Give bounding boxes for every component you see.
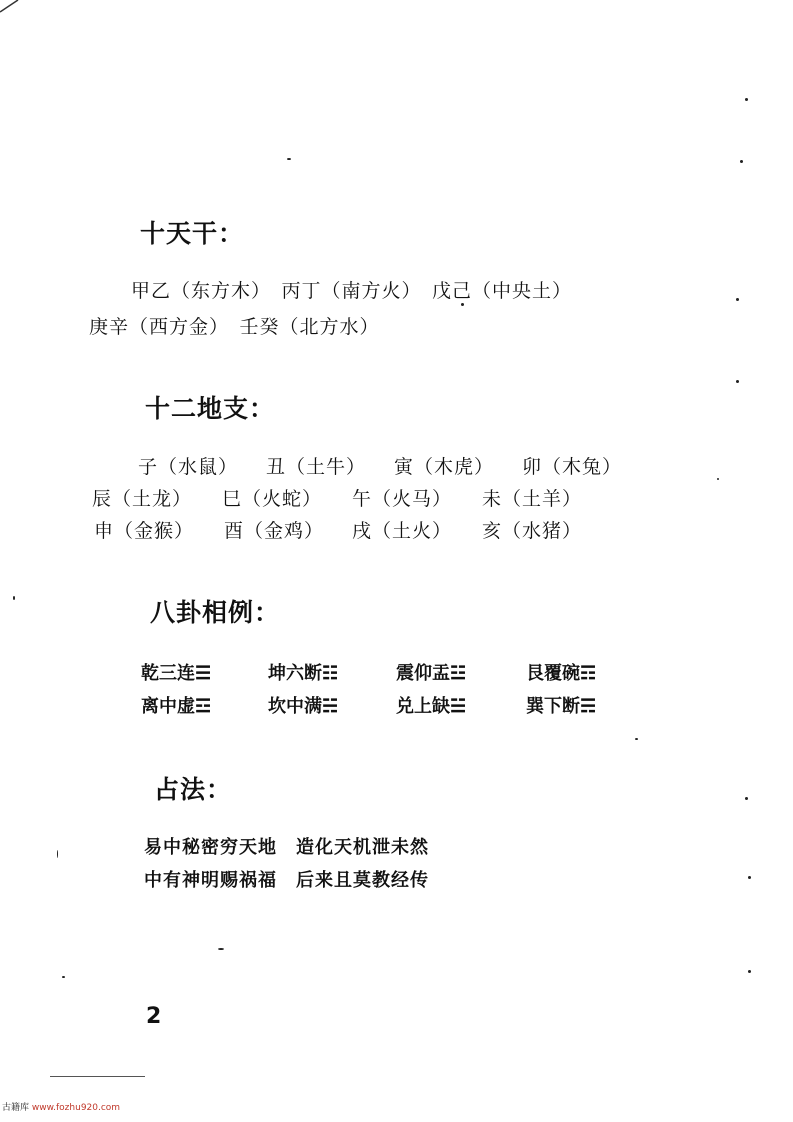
bagua-item: 坎中满☵ (268, 696, 339, 717)
dizhi-item: 戌（土火） (352, 520, 453, 542)
watermark-url: www.fozhu920.com (31, 1103, 121, 1113)
dizhi-item: 巳（火蛇） (222, 488, 323, 510)
dizhi-item: 子（水鼠） (138, 456, 239, 478)
footer-rule (50, 1076, 145, 1077)
heading-dizhi: 十二地支： (145, 394, 276, 423)
zhanfa-line-2: 中有神明赐祸福 后来且莫教经传 (144, 870, 429, 891)
bagua-item: 坤六断☷ (268, 663, 339, 684)
dizhi-item: 丑（土牛） (266, 456, 367, 478)
scan-speck (287, 158, 291, 160)
bagua-item: 乾三连☰ (141, 663, 212, 684)
scan-corner-mark (0, 0, 40, 20)
scan-speck (635, 738, 638, 740)
dizhi-item: 申（金猴） (94, 520, 195, 542)
scan-speck (13, 596, 15, 600)
dizhi-item: 卯（木兔） (522, 456, 623, 478)
scan-speck (461, 303, 464, 306)
dizhi-item: 未（土羊） (482, 488, 583, 510)
bagua-item: 艮覆碗☶ (526, 663, 597, 684)
scan-speck (748, 876, 751, 879)
watermark (2, 1100, 120, 1113)
tiangan-line-2: 庚辛（西方金） 壬癸（北方水） (89, 316, 380, 338)
scan-speck (748, 970, 751, 973)
bagua-item: 巽下断☴ (526, 696, 597, 717)
bagua-item: 离中虚☲ (141, 696, 212, 717)
dizhi-item: 亥（水猪） (482, 520, 583, 542)
scan-speck (740, 160, 743, 163)
dizhi-item: 午（火马） (352, 488, 453, 510)
scan-speck (717, 478, 719, 480)
dizhi-item: 寅（木虎） (394, 456, 495, 478)
dizhi-item: 辰（土龙） (92, 488, 193, 510)
scan-speck (62, 976, 65, 978)
heading-bagua: 八卦相例： (150, 598, 281, 627)
zhanfa-line-1: 易中秘密穷天地 造化天机泄未然 (144, 837, 429, 858)
scan-speck (745, 797, 748, 800)
scan-speck (57, 850, 58, 858)
tiangan-line-1: 甲乙（东方木） 丙丁（南方火） 戊己（中央土） (131, 280, 573, 302)
scan-speck (736, 298, 739, 301)
heading-tiangan: 十天干： (140, 219, 245, 248)
dizhi-item: 酉（金鸡） (224, 520, 325, 542)
heading-zhanfa: 占法： (154, 775, 233, 804)
watermark-site-name: 古籍库 (2, 1103, 30, 1113)
scan-speck (736, 380, 739, 383)
bagua-item: 震仰盂☳ (396, 663, 467, 684)
bagua-item: 兑上缺☱ (396, 696, 467, 717)
scan-speck (745, 98, 748, 101)
page-number: 2 (146, 1004, 162, 1029)
scan-speck (218, 948, 224, 950)
